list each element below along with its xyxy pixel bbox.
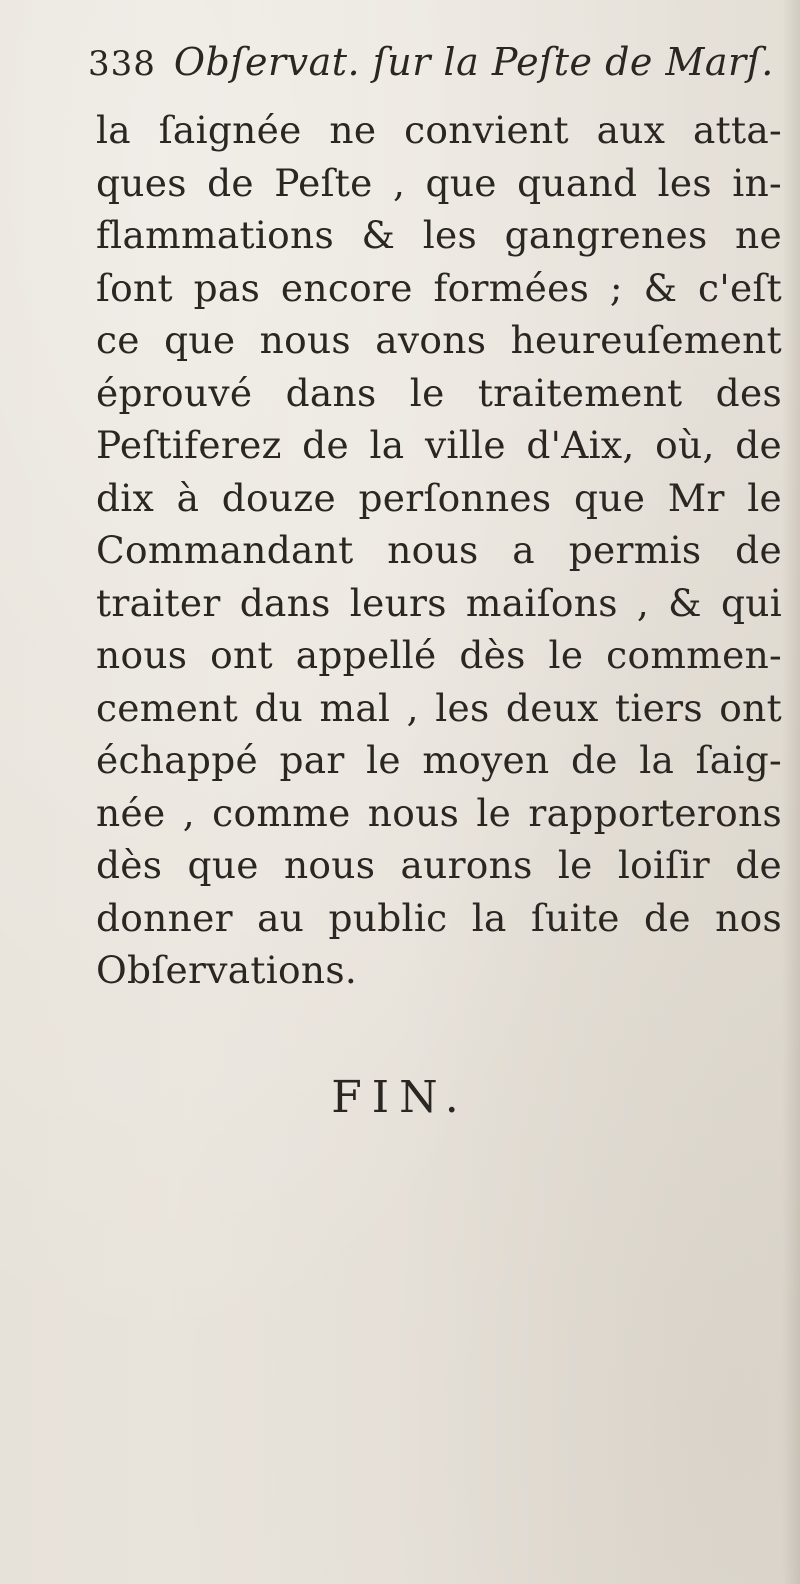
running-head-title: Obſervat. ſur la Peſte de Marſ. [173, 40, 774, 84]
text-line: cement du mal , les deux tiers ont [96, 685, 782, 730]
text-line: dès que nous aurons le loiſir de [96, 843, 782, 887]
text-line: éprouvé dans le traitement des [96, 370, 782, 415]
text-line: flammations & les gangrenes ne [96, 213, 782, 257]
text-line: ſont pas encore formées ; & c'eſt [96, 265, 782, 310]
text-line: la ſaignée ne convient aux atta- [96, 108, 782, 152]
text-line: Peſtiferez de la ville d'Aix, où, de [96, 423, 782, 467]
text-line: traiter dans leurs maiſons , & qui [96, 580, 782, 625]
text-line: Obſervations. [96, 948, 358, 992]
body-text [96, 104, 782, 997]
closing-fin: FIN. [331, 1072, 469, 1123]
page-number: 338 [88, 44, 156, 84]
text-line: échappé par le moyen de la ſaig- [96, 738, 782, 782]
text-line: nous ont appellé dès le commen- [96, 633, 782, 677]
running-head [88, 40, 774, 96]
text-line: Commandant nous a permis de [96, 528, 782, 572]
text-line: donner au public la ſuite de nos [96, 895, 782, 940]
text-line: dix à douze perſonnes que Mr le [96, 475, 782, 520]
text-line: ce que nous avons heureuſement [96, 318, 782, 362]
page-edge-shadow [782, 0, 800, 1584]
text-line: ques de Peſte , que quand les in- [96, 160, 782, 205]
text-line: née , comme nous le rapporterons [96, 790, 782, 835]
